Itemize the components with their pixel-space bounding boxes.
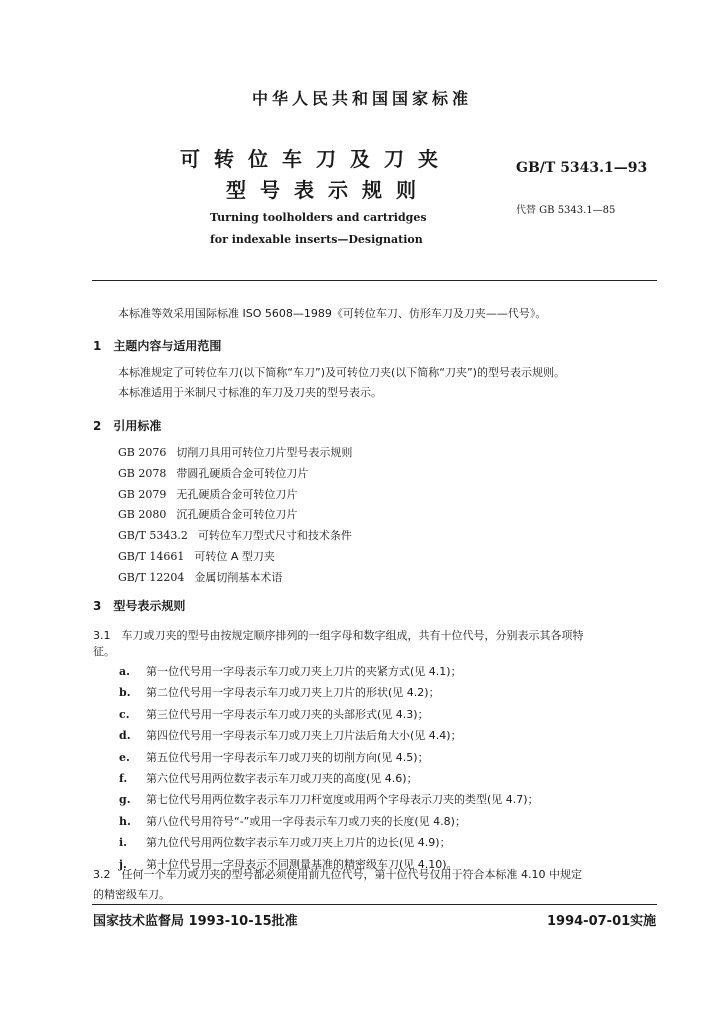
list-item [119, 832, 539, 853]
header-divider [92, 280, 657, 281]
clause-3-2-line-2: 的精密级车刀。 [93, 888, 170, 901]
reference-code: GB/T 12204 [118, 570, 185, 584]
reference-item [118, 526, 352, 547]
reference-code: GB 2080 [118, 508, 167, 522]
item-letter: c. [119, 707, 130, 721]
section-2-heading: 2 引用标准 [93, 419, 162, 433]
item-text: 第五位代号用一字母表示车刀或刀夹的切削方向(见 4.5)； [146, 750, 429, 764]
item-letter: b. [119, 686, 131, 700]
designation-items-list [119, 661, 539, 875]
item-letter: g. [119, 793, 131, 807]
list-item [119, 725, 539, 746]
list-item [119, 747, 539, 768]
reference-title: 可转位 A 型刀夹 [194, 549, 275, 563]
approval-date: 国家技术监督局 1993-10-15批准 [93, 914, 298, 929]
reference-title: 可转位车刀型式尺寸和技术条件 [197, 529, 352, 543]
effective-date: 1994-07-01实施 [547, 914, 657, 929]
reference-item [118, 568, 352, 589]
reference-item [118, 485, 352, 506]
clause-3-1-line-1: 3.1 车刀或刀夹的型号由按规定顺序排列的一组字母和数字组成，共有十位代号，分别表示其各项特 [93, 629, 584, 642]
clause-3-1-line-2: 征。 [93, 645, 115, 658]
footer-divider [92, 904, 657, 905]
item-letter: e. [119, 750, 130, 764]
reference-code: GB 2079 [118, 487, 167, 501]
section-1-heading: 1 主题内容与适用范围 [93, 339, 222, 353]
reference-title: 金属切削基本术语 [194, 570, 283, 584]
reference-item [118, 464, 352, 485]
replaces-note: 代替 GB 5343.1—85 [516, 205, 616, 216]
list-item [119, 704, 539, 725]
list-item [119, 682, 539, 703]
item-text: 第九位代号用两位数字表示车刀或刀夹上刀片的边长(见 4.9)； [146, 836, 451, 850]
issuing-body: 中华人民共和国国家标准 [251, 89, 472, 108]
list-item [119, 789, 539, 810]
english-title-line-2: for indexable inserts—Designation [210, 233, 423, 246]
english-title-line-1: Turning toolholders and cartridges [210, 211, 427, 224]
item-letter: f. [119, 771, 128, 785]
item-text: 第四位代号用一字母表示车刀或刀夹上刀片法后角大小(见 4.4)； [146, 729, 462, 743]
reference-title: 切削刀具用可转位刀片型号表示规则 [176, 446, 353, 459]
clause-3-2-line-1: 3.2 任何一个车刀或刀夹的型号都必须使用前九位代号，第十位代号仅用于符合本标准 4.10 中规定 [93, 868, 582, 881]
section-1-paragraph-2: 本标准适用于米制尺寸标准的车刀及刀夹的型号表示。 [118, 386, 382, 399]
item-letter: h. [119, 814, 131, 828]
reference-code: GB 2076 [118, 446, 167, 459]
list-item [119, 811, 539, 832]
list-item [119, 661, 539, 682]
item-text: 第七位代号用两位数字表示车刀刀杆宽度或用两个字母表示刀夹的类型(见 4.7)； [146, 793, 539, 807]
reference-item [118, 443, 352, 464]
item-text: 第十位代号用一字母表示不同测量基准的精密级车刀(见 4.10)。 [146, 857, 458, 871]
item-text: 第八位代号用符号“-”或用一字母表示车刀或刀夹的长度(见 4.8)； [146, 814, 466, 828]
item-text: 第三位代号用一字母表示车刀或刀夹的头部形式(见 4.3)； [146, 707, 429, 721]
reference-title: 无孔硬质合金可转位刀片 [176, 487, 298, 501]
reference-code: GB/T 14661 [118, 549, 185, 563]
intro-paragraph: 本标准等效采用国际标准 ISO 5608—1989《可转位车刀、仿形车刀及刀夹——代号》。 [118, 307, 547, 320]
reference-list [118, 443, 352, 589]
reference-item [118, 505, 352, 526]
reference-title: 带圆孔硬质合金可转位刀片 [176, 466, 309, 480]
section-3-heading: 3 型号表示规则 [93, 599, 186, 613]
list-item [119, 768, 539, 789]
item-letter: i. [119, 836, 128, 850]
section-1-paragraph-1: 本标准规定了可转位车刀(以下简称“车刀”)及可转位刀夹(以下简称“刀夹”)的型号表示规则。 [118, 366, 565, 379]
item-letter: j. [119, 857, 127, 871]
title-line-1: 可转位车刀及刀夹 [180, 147, 452, 171]
reference-item [118, 547, 352, 568]
reference-code: GB/T 5343.2 [118, 529, 188, 543]
item-letter: a. [119, 665, 130, 678]
item-letter: d. [119, 729, 131, 743]
item-text: 第二位代号用一字母表示车刀或刀夹上刀片的形状(见 4.2)； [146, 686, 440, 700]
title-line-2: 型号表示规则 [226, 178, 430, 202]
standard-code: GB/T 5343.1—93 [516, 160, 648, 176]
reference-title: 沉孔硬质合金可转位刀片 [176, 508, 298, 522]
item-text: 第六位代号用两位数字表示车刀或刀夹的高度(见 4.6)； [146, 771, 418, 785]
reference-code: GB 2078 [118, 466, 167, 480]
item-text: 第一位代号用一字母表示车刀或刀夹上刀片的夹紧方式(见 4.1)； [146, 665, 462, 678]
